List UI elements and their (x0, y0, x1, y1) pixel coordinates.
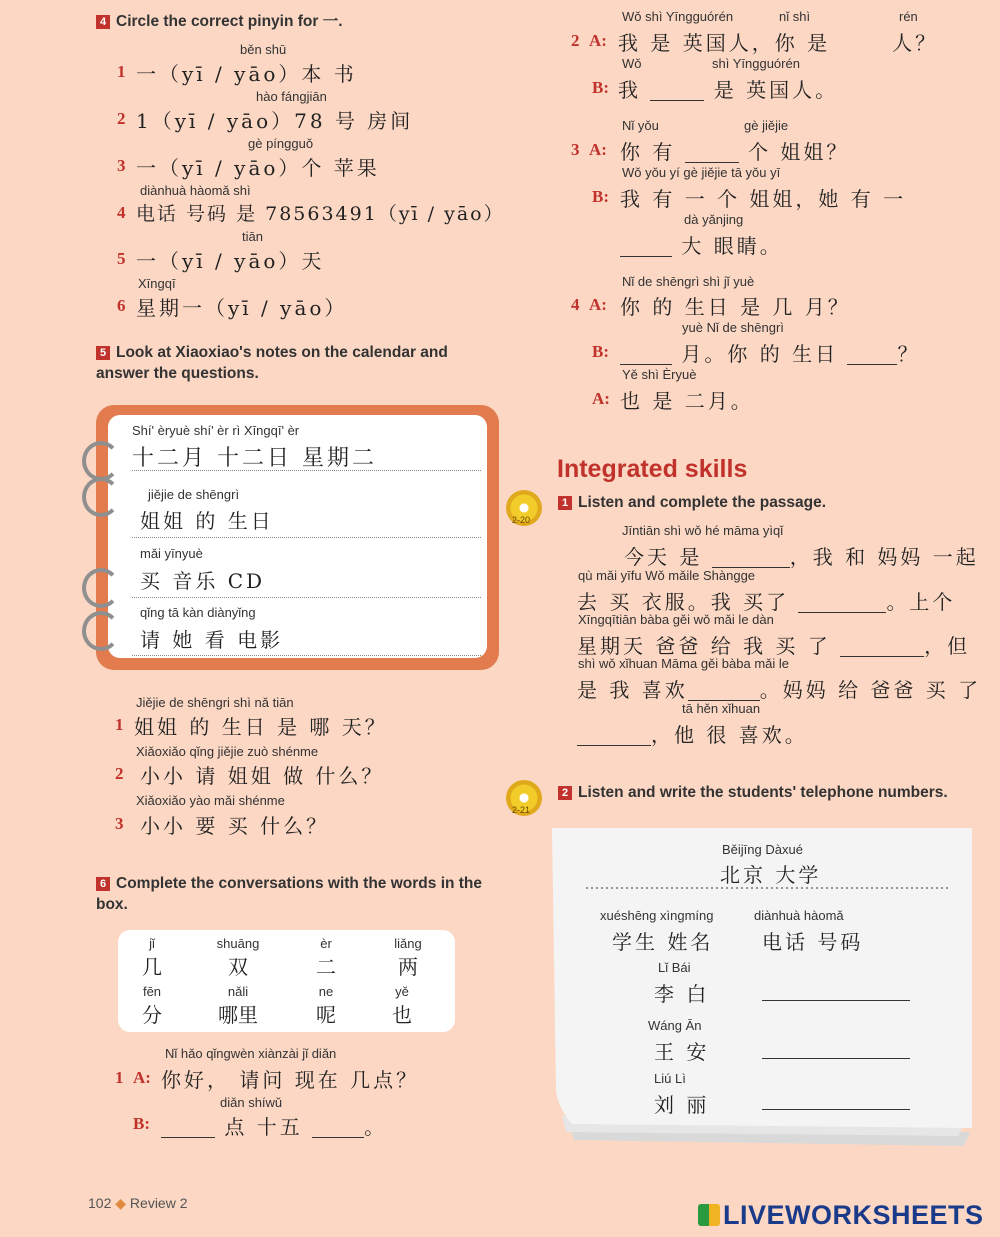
conv2-speaker-b: B: (592, 78, 609, 97)
calendar-entry4-text: 请 她 看 电影 (140, 628, 284, 652)
liveworksheets-logo: LIVEWORKSHEETS (698, 1200, 984, 1231)
conv2-b-pinyin2: shì Yīngguórén (712, 56, 800, 71)
conv3-c-text: 大 眼睛。 (620, 230, 783, 259)
conv3-b-text: 我 有 一 个 姐姐，她 有 一 (620, 187, 907, 211)
sec4-item5-pinyin: tiān (242, 229, 263, 244)
col-phone-pinyin: diànhuà hàomǎ (754, 908, 844, 923)
sec4-item4-number: 4 (117, 203, 126, 222)
word-ye: yě 也 (392, 984, 412, 1027)
passage-line5-pinyin: tā hěn xǐhuan (682, 701, 761, 716)
col-student-name: 学生 姓名 (612, 930, 714, 954)
sec4-item3-number: 3 (117, 156, 126, 175)
word-fen: fēn 分 (142, 984, 162, 1027)
conv3-speaker-a: A: (589, 140, 607, 159)
sec4-item3-text[interactable]: 一（yī / yāo）个 苹果 (136, 156, 380, 180)
conv4-a-pinyin: Nǐ de shēngrì shì jǐ yuè (622, 274, 755, 289)
conv1-b-line: 点 十五 。 (161, 1111, 387, 1140)
page-footer: 102 ◆ Review 2 (88, 1195, 188, 1211)
student1-name: 李 白 (654, 982, 710, 1006)
conv1-number: 1 (115, 1068, 124, 1087)
conv4-speaker-a2: A: (592, 389, 610, 408)
sec5-q1-pinyin: Jiějie de shēngri shì nǎ tiān (136, 695, 294, 710)
conv3-speaker-b: B: (592, 187, 609, 206)
word-shuang: shuāng 双 (216, 936, 260, 979)
conv1-a-text: 你好， 请问 现在 几点？ (161, 1068, 420, 1092)
calendar-divider (132, 470, 481, 471)
conv2-a-pinyin3: rén (899, 9, 918, 24)
passage-line1-text: 今天 是 ，我 和 妈妈 一起 (624, 545, 979, 569)
integrated-skills-heading: Integrated skills (557, 455, 748, 483)
conv1-speaker-b: B: (133, 1114, 150, 1133)
passage-line2-text: 去 买 衣服。我 买了 。上个 (577, 590, 956, 614)
conv2-b-pinyin1: Wǒ (622, 56, 642, 71)
sec5-title: 5 Look at Xiaoxiao's notes on the calendar and answer the questions. (96, 344, 448, 382)
sec6-title: 6 Complete the conversations with the words in the box. (96, 875, 483, 913)
col-student-name-pinyin: xuéshēng xìngmíng (600, 908, 714, 923)
sec4-item6-number: 6 (117, 296, 126, 315)
answer-blank[interactable] (840, 638, 924, 657)
binder-ring (82, 441, 120, 481)
calendar-entry4-pinyin: qǐng tā kàn diànyǐng (140, 605, 256, 620)
conv3-a-pinyin2: gè jiějie (744, 118, 789, 133)
word-ne: ne 呢 (316, 984, 336, 1027)
phone-answer-blank[interactable] (762, 1040, 910, 1059)
sec5-q1-text: 姐姐 的 生日 是 哪 天？ (134, 715, 388, 739)
logo-icon (698, 1204, 720, 1226)
passage-line3-pinyin: Xīngqītiān bàba gěi wǒ mǎi le dàn (578, 612, 774, 627)
sec4-item1-number: 1 (117, 62, 126, 81)
conv4-b-pinyin: yuè Nǐ de shēngrì (682, 320, 784, 335)
answer-blank[interactable] (620, 238, 672, 257)
sec5-q3-number: 3 (115, 814, 124, 833)
conv4-a-text: 你 的 生日 是 几 月？ (620, 295, 851, 319)
conv4-c-pinyin: Yě shì Èryuè (622, 367, 697, 382)
diamond-icon: ◆ (115, 1195, 127, 1211)
word-er: èr 二 (316, 936, 336, 979)
passage-line4-pinyin: shì wǒ xǐhuan Māma gěi bàba mǎi le (578, 656, 790, 671)
answer-blank[interactable] (312, 1119, 364, 1138)
task2-title: 2 Listen and write the students' telephone numbers. (558, 784, 948, 802)
calendar-entry1-pinyin: Shí' èryuè shí' èr rì Xīngqī' èr (132, 423, 300, 438)
student2-name: 王 安 (654, 1040, 710, 1064)
student2-pinyin: Wáng Ān (648, 1018, 702, 1033)
answer-blank[interactable] (712, 549, 790, 568)
sec5-q3-pinyin: Xiǎoxiǎo yào mǎi shénme (136, 793, 285, 808)
answer-blank[interactable] (650, 82, 704, 101)
word-ji: jǐ 几 (142, 936, 162, 979)
sec4-item5-text[interactable]: 一（yī / yāo）天 (136, 249, 325, 273)
sec5-q1-number: 1 (115, 715, 124, 734)
calendar-card (96, 405, 499, 670)
answer-blank[interactable] (688, 682, 760, 701)
calendar-divider (132, 597, 481, 598)
sec5-q2-pinyin: Xiǎoxiǎo qǐng jiějie zuò shénme (136, 744, 319, 759)
sec4-item3-pinyin: gè píngguǒ (248, 136, 314, 151)
sec4-item6-text[interactable]: 星期一（yī / yāo） (136, 296, 348, 320)
word-box (118, 930, 455, 1032)
conv1-a-pinyin: Nǐ hǎo qǐngwèn xiànzài jǐ diǎn (165, 1046, 337, 1061)
binder-ring (82, 477, 120, 517)
sec4-item5-number: 5 (117, 249, 126, 268)
student1-pinyin: Lǐ Bái (658, 960, 691, 975)
calendar-divider (132, 537, 481, 538)
conv3-number: 3 (571, 140, 580, 159)
binder-ring (82, 568, 120, 608)
sec4-item6-pinyin: Xīngqī (138, 276, 176, 291)
sec4-item4-text[interactable]: 电话 号码 是 78563491（yī / yāo） (136, 203, 505, 225)
conv4-speaker-a: A: (589, 295, 607, 314)
sec4-title: 4 Circle the correct pinyin for 一. (96, 9, 343, 31)
audio-cd-icon[interactable]: 2-20 (506, 490, 542, 526)
conv1-speaker-a: A: (133, 1068, 151, 1087)
phone-answer-blank[interactable] (762, 982, 910, 1001)
phone-notebook (552, 828, 972, 1148)
calendar-entry1-text: 十二月 十二日 星期二 (132, 446, 377, 471)
university-pinyin: Běijīng Dàxué (722, 842, 803, 857)
student3-name: 刘 丽 (654, 1093, 710, 1117)
word-nali: nǎli 哪里 (218, 984, 258, 1027)
conv2-a-pinyin1: Wǒ shì Yīngguórén (622, 9, 734, 24)
sec5-q3-text: 小小 要 买 什么？ (140, 814, 330, 838)
sec4-item1-pinyin: běn shū (240, 42, 287, 57)
conv3-c-pinyin: dà yǎnjing (684, 212, 744, 227)
passage-line2-pinyin: qù mǎi yīfu Wǒ mǎile Shàngge (578, 568, 756, 583)
answer-blank[interactable] (161, 1119, 215, 1138)
conv2-speaker-a: A: (589, 31, 607, 50)
passage-line4-text: 是 我 喜欢 。妈妈 给 爸爸 买 了 (577, 678, 982, 702)
conv1-b-pinyin: diǎn shíwǔ (220, 1095, 283, 1110)
answer-blank[interactable] (798, 594, 886, 613)
conv4-number: 4 (571, 295, 580, 314)
passage-line5-text: ，他 很 喜欢。 (577, 719, 808, 748)
conv2-a-pinyin2: nǐ shì (779, 9, 811, 24)
passage-line1-pinyin: Jīntiān shì wǒ hé māma yìqǐ (622, 523, 784, 538)
conv3-b-pinyin: Wǒ yǒu yí gè jiějie tā yǒu yī (622, 165, 781, 180)
student3-pinyin: Liú Lì (654, 1071, 686, 1086)
sec4-item2-pinyin: hào fángjiān (256, 89, 327, 104)
conv2-number: 2 (571, 31, 580, 50)
col-phone-number: 电话 号码 (762, 930, 864, 954)
task1-title: 1 Listen and complete the passage. (558, 494, 826, 512)
calendar-entry3-text: 买 音乐 CD (140, 569, 266, 593)
conv2-a-text: 我 是 英国人，你 是 人？ (618, 31, 939, 55)
sec5-q2-number: 2 (115, 764, 124, 783)
passage-line3-text: 星期天 爸爸 给 我 买 了 ，但 (577, 634, 971, 658)
conv4-speaker-b: B: (592, 342, 609, 361)
answer-blank[interactable] (847, 346, 897, 365)
sec4-item1-text[interactable]: 一（yī / yāo）本 书 (136, 62, 357, 86)
answer-blank[interactable] (685, 144, 739, 163)
phone-answer-blank[interactable] (762, 1091, 910, 1110)
calendar-divider (132, 655, 481, 656)
conv3-a-text: 你 有 个 姐姐？ (620, 140, 850, 164)
calendar-entry3-pinyin: mǎi yīnyuè (140, 546, 203, 561)
calendar-entry2-pinyin: jiějie de shēngrì (148, 487, 240, 502)
audio-cd-icon[interactable]: 2-21 (506, 780, 542, 816)
word-liang: liǎng 两 (394, 936, 422, 979)
sec5-q2-text: 小小 请 姐姐 做 什么？ (140, 764, 385, 788)
calendar-page (108, 415, 487, 658)
sec4-item2-text[interactable]: 1（yī / yāo）78 号 房间 (136, 109, 414, 133)
calendar-entry2-text: 姐姐 的 生日 (140, 509, 274, 533)
conv3-a-pinyin1: Nǐ yǒu (622, 118, 659, 133)
binder-ring (82, 611, 120, 651)
answer-blank[interactable] (620, 346, 672, 365)
conv4-b-text: 月。你 的 生日 ？ (620, 338, 920, 367)
conv4-c-text: 也 是 二月。 (620, 389, 754, 413)
sec4-item4-pinyin: diànhuà hàomǎ shì (140, 183, 251, 198)
answer-blank[interactable] (577, 727, 651, 746)
conv2-b-text: 我 是 英国人。 (618, 78, 839, 102)
sec4-item2-number: 2 (117, 109, 126, 128)
university-name: 北京 大学 (720, 863, 822, 887)
